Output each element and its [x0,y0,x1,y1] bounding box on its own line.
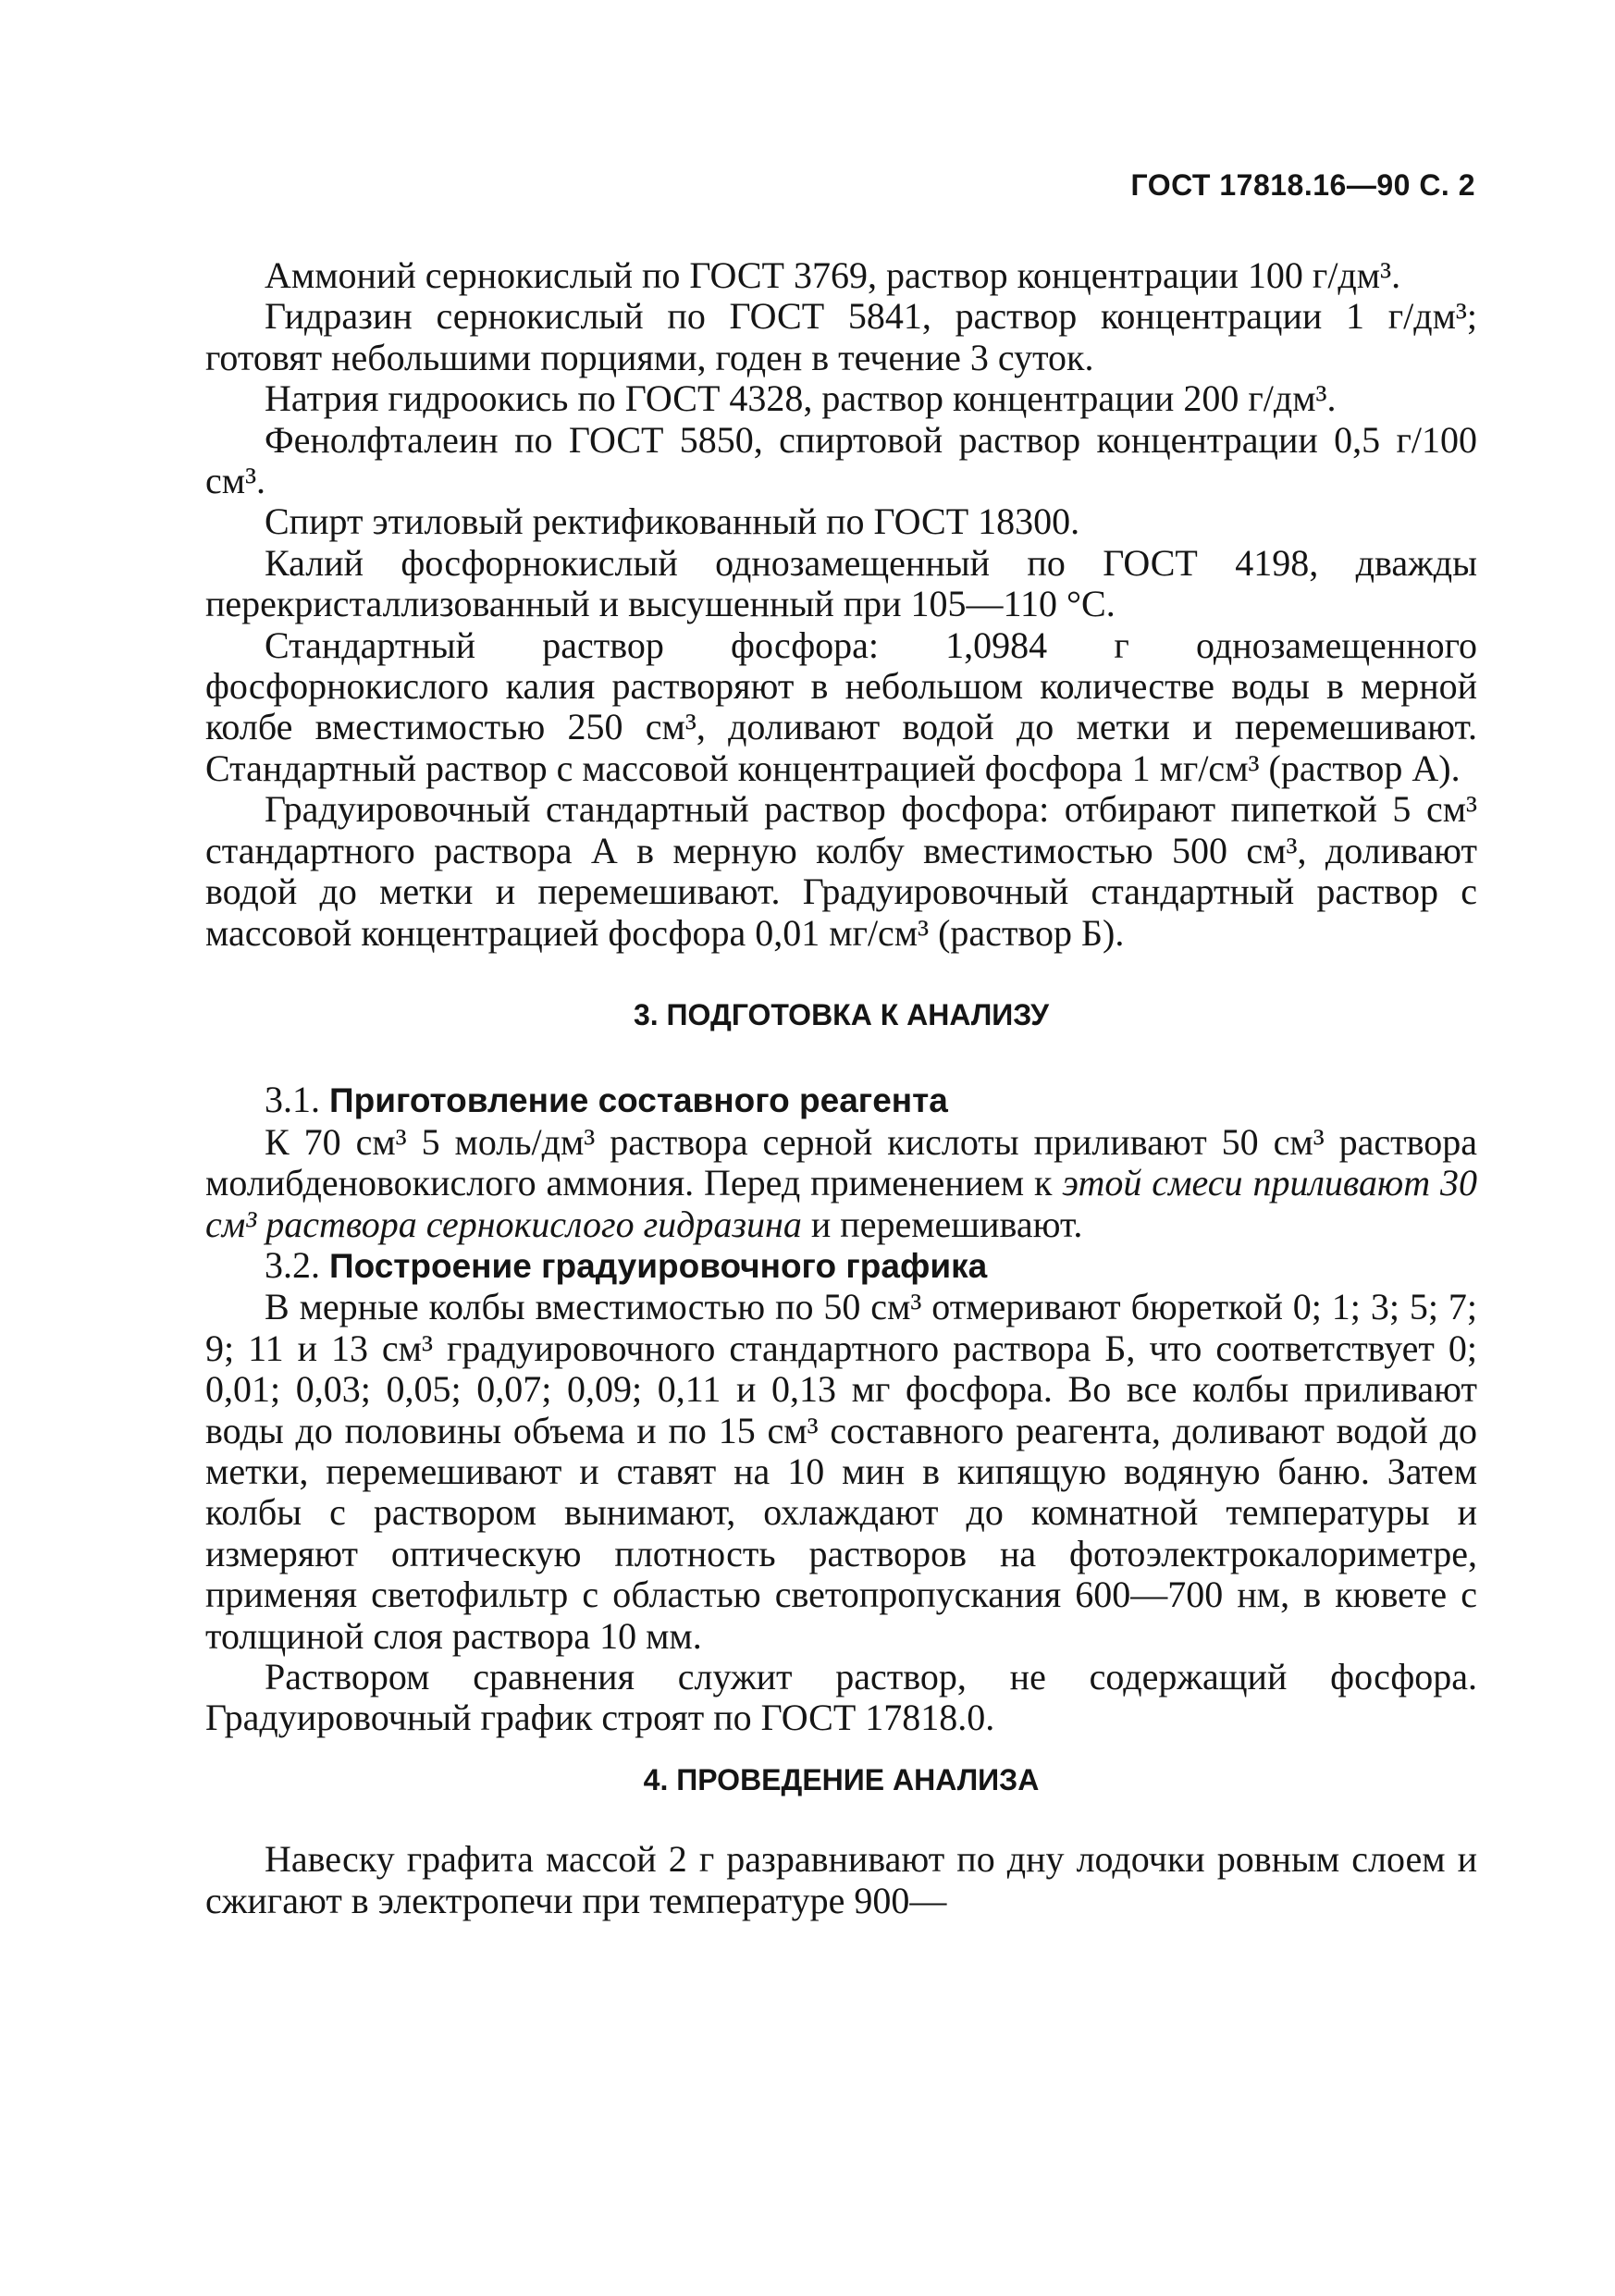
analysis-procedure: Навеску графита массой 2 г разравнивают по дну лодочки ровным слоем и сжигают в электропечи при температуре 900— [205,1838,1477,1921]
subsection-3-2-title: Построение градуировочного графика [329,1246,988,1285]
subsection-3-1-number: 3.1. [265,1079,320,1121]
subsection-3-1-heading [205,1080,1477,1121]
reagent-sodium-hydroxide: Натрия гидроокись по ГОСТ 4328, раствор концентрации 200 г/дм³. [265,377,1337,420]
reference-solution: Раствором сравнения служит раствор, не содержащий фосфора. Градуировочный график строят по ГОСТ 17818.0. [205,1656,1477,1739]
subsection-3-1-title: Приготовление составного реагента [329,1081,948,1120]
s31-text-italic: этой смеси приливают 30 см³ раствора сернокислого гидразина [205,1162,1477,1245]
section-3-heading: 3. ПОДГОТОВКА К АНАЛИЗУ [633,997,1050,1031]
subsection-3-2-number: 3.2. [265,1243,320,1286]
s31-text-end: и перемешивают. [801,1203,1083,1245]
reagent-ethyl-alcohol: Спирт этиловый ректификованный по ГОСТ 18300. [265,500,1080,543]
subsection-3-2-heading [205,1245,1477,1287]
reagent-hydrazine-sulfate: Гидразин сернокислый по ГОСТ 5841, раствор концентрации 1 г/дм³; готовят небольшими порциями, годен в течение 3 суток. [205,295,1477,378]
calibration-procedure: В мерные колбы вместимостью по 50 см³ отмеривают бюреткой 0; 1; 3; 5; 7; 9; 11 и 13 см³ градуировочного стандартного раствора Б, что соответствует 0; 0,01; 0,03; 0,05; 0,07; 0,09; 0,11 и 0,13 мг фосфора. Во все колбы приливают воды до половины объема и по 15 см³ составного реагента, доливают водой до метки, перемешивают и ставят на 10 мин в кипящую водяную баню. Затем колбы с раствором вынимают, охлаждают до комнатной температуры и измеряют оптическую плотность растворов на фотоэлектрокалориметре, применяя светофильтр с областью светопропускания 600—700 нм, в кювете с толщиной слоя раствора 10 мм. [205,1286,1477,1657]
reagent-potassium-phosphate: Калий фосфорнокислый однозамещенный по ГОСТ 4198, дважды перекристаллизованный и высушенный при 105—110 °С. [205,541,1477,625]
s31-text-normal: К 70 см³ 5 моль/дм³ раствора серной кислоты приливают 50 см³ раствора молибденовокислого аммония. Перед применением к [205,1120,1477,1204]
subsection-3-1-text [205,1122,1477,1245]
standard-solution-a: Стандартный раствор фосфора: 1,0984 г однозамещенного фосфорнокислого калия растворяют в небольшом количестве воды в мерной колбе вместимостью 250 см³, доливают водой до метки и перемешивают. Стандартный раствор с массовой концентрацией фосфора 1 мг/см³ (раствор А). [205,623,1477,789]
reagent-phenolphthalein: Фенолфталеин по ГОСТ 5850, спиртовой раствор концентрации 0,5 г/100 см³. [205,418,1477,502]
calibration-solution-b: Градуировочный стандартный раствор фосфора: отбирают пипеткой 5 см³ стандартного раствора А в мерную колбу вместимостью 500 см³, доливают водой до метки и перемешивают. Градуировочный стандартный раствор с массовой концентрацией фосфора 0,01 мг/см³ (раствор Б). [205,788,1477,954]
section-4-heading: 4. ПРОВЕДЕНИЕ АНАЛИЗА [643,1762,1040,1796]
document-body [205,255,1477,1921]
reagent-ammonium-sulfate: Аммоний сернокислый по ГОСТ 3769, раствор концентрации 100 г/дм³. [265,254,1401,296]
running-head: ГОСТ 17818.16—90 С. 2 [1130,168,1475,202]
